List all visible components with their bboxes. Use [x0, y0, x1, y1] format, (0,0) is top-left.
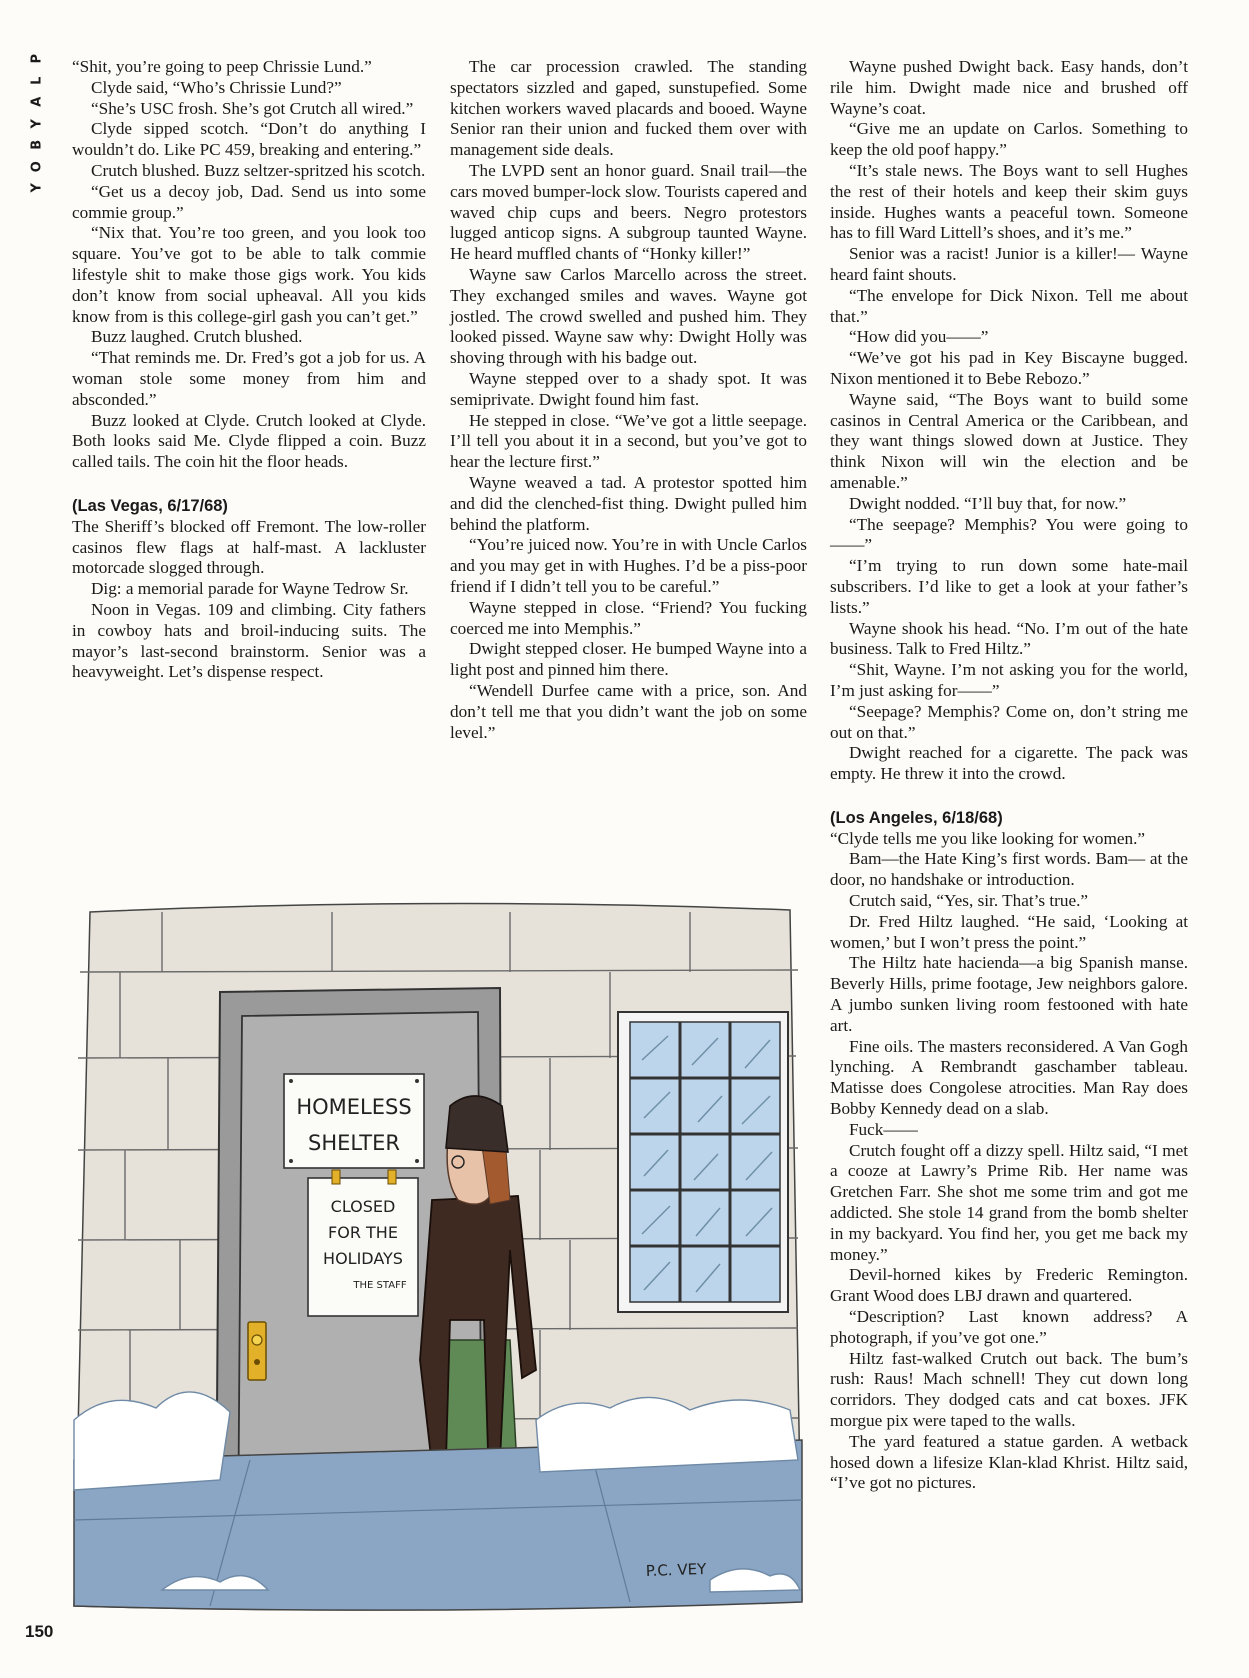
paragraph: Dwight reached for a cigarette. The pack was empty. He threw it into the crowd. — [830, 743, 1188, 784]
paragraph: Crutch blushed. Buzz seltzer-spritzed his scotch. — [91, 160, 426, 180]
paragraph: “Shit, Wayne. I’m not asking you for the world, I’m just asking for——” — [830, 660, 1188, 700]
logo-letter: L — [29, 76, 45, 85]
text-column-1 — [72, 57, 426, 683]
door-plate — [248, 1322, 266, 1380]
paragraph: “Seepage? Memphis? Come on, don’t string me out on that.” — [830, 701, 1188, 742]
section-dateline: (Los Angeles, 6/18/68) — [830, 808, 1003, 827]
logo-letter: O — [29, 160, 45, 172]
paragraph: “That reminds me. Dr. Fred’s got a job for us. A woman stole some money from him and absconded.” — [72, 348, 426, 409]
paragraph: “The envelope for Dick Nixon. Tell me about that.” — [830, 285, 1188, 326]
cartoon-drawing — [70, 900, 806, 1626]
paragraph: Crutch said, “Yes, sir. That’s true.” — [849, 891, 1089, 911]
paragraph: Wayne pushed Dwight back. Easy hands, don’t rile him. Dwight made nice and brushed off Wayne’s coat. — [830, 57, 1188, 118]
logo-letter: B — [29, 139, 45, 150]
sign-text-line2: SHELTER — [308, 1131, 400, 1155]
logo-letter: Y — [29, 183, 45, 193]
keyhole-icon — [254, 1359, 260, 1365]
paragraph: “I’m trying to run down some hate-mail subscribers. I’d like to get a look at your father’s lists.” — [830, 556, 1188, 617]
paragraph: Wayne shook his head. “No. I’m out of the hate business. Talk to Fred Hiltz.” — [830, 618, 1188, 659]
paragraph: Crutch fought off a dizzy spell. Hiltz said, “I met a cooze at Lawry’s Prime Rib. Her name was Gretchen Farr. She shot me some trim and got me addicted. She stole 14 grand from the bomb shelter in my backyard. You find her, you get me back my money.” — [830, 1140, 1188, 1264]
paragraph: The LVPD sent an honor guard. Snail trail—the cars moved bumper-lock slow. Tourists capered and waved chip cups and beers. Negro protestors lugged anticop signs. A subgroup taunted Wayne. He heard muffled chants of “Honky killer!” — [450, 160, 807, 264]
note-text-line2: FOR THE — [328, 1223, 398, 1242]
logo-letter: P — [29, 53, 45, 64]
logo-letter: Y — [29, 118, 45, 128]
paragraph: Wayne stepped in close. “Friend? You fucking coerced me into Memphis.” — [450, 597, 807, 638]
note-text-line3: HOLIDAYS — [323, 1249, 403, 1268]
paragraph: Fuck—— — [849, 1119, 918, 1139]
paragraph: “She’s USC frosh. She’s got Crutch all wired.” — [91, 98, 414, 118]
note-text-line1: CLOSED — [330, 1197, 396, 1216]
paragraph: “We’ve got his pad in Key Biscayne bugged. Nixon mentioned it to Bebe Rebozo.” — [830, 348, 1188, 388]
paragraph: Fine oils. The masters reconsidered. A Van Gogh lynching. A Rembrandt gaschamber tableau. Matisse does Congolese atrocities. Man Ray does Bobby Kennedy dead on a slab. — [830, 1036, 1188, 1119]
paragraph: Buzz laughed. Crutch blushed. — [91, 327, 303, 347]
paragraph: Dig: a memorial parade for Wayne Tedrow Sr. — [91, 579, 409, 599]
paragraph: “The seepage? Memphis? You were going to——” — [830, 514, 1188, 555]
paragraph: Dr. Fred Hiltz laughed. “He said, ‘Looking at women,’ but I won’t press the point.” — [830, 911, 1188, 952]
paragraph: The Hiltz hate hacienda—a big Spanish manse. Beverly Hills, prime footage, Jew neighbors galore. A jumbo sunken living room festooned with hate art. — [830, 953, 1188, 1035]
window — [618, 1012, 788, 1312]
closed-note — [308, 1170, 418, 1316]
sign-text-line1: HOMELESS — [296, 1095, 412, 1119]
paragraph: Wayne stepped over to a shady spot. It was semiprivate. Dwight found him fast. — [450, 368, 807, 409]
paragraph: The Sheriff’s blocked off Fremont. The low-roller casinos flew flags at half-mast. A lackluster motorcade slogged through. — [72, 516, 426, 578]
paragraph: Clyde said, “Who’s Chrissie Lund?” — [91, 77, 342, 97]
paragraph: “Nix that. You’re too green, and you look too square. You’ve got to be able to talk commie lifestyle shit to make those gigs work. You kids don’t know from social upheaval. All you kids know from is this college-girl gash you can’t get.” — [72, 223, 426, 326]
paragraph: Wayne weaved a tad. A protestor spotted him and did the clenched-fist thing. Dwight pulled him behind the platform. — [450, 472, 807, 534]
paragraph: Dwight stepped closer. He bumped Wayne into a light post and pinned him there. — [450, 639, 807, 680]
magazine-sidebar-logo — [27, 48, 47, 199]
note-signoff: THE STAFF — [353, 1280, 407, 1291]
paragraph: “Get us a decoy job, Dad. Send us into some commie group.” — [72, 181, 426, 222]
section-dateline: (Las Vegas, 6/17/68) — [72, 496, 228, 515]
text-column-2 — [450, 57, 807, 743]
paragraph: Wayne said, “The Boys want to build some casinos in Central America or the Caribbean, and they want things slowed down at Justice. They think Nixon will win the election and be amenable.” — [830, 389, 1188, 492]
text-column-3 — [830, 57, 1188, 1494]
paragraph: “You’re juiced now. You’re in with Uncle Carlos and you may get in with Hughes. I’d be a piss-poor friend if I didn’t tell you to be careful.” — [450, 535, 807, 596]
door-knob — [252, 1335, 262, 1345]
paragraph: “Shit, you’re going to peep Chrissie Lund.” — [72, 57, 372, 76]
paragraph: Buzz looked at Clyde. Crutch looked at Clyde. Both looks said Me. Clyde flipped a coin. Buzz called tails. The coin hit the floor heads. — [72, 410, 426, 472]
paragraph: “Description? Last known address? A photograph, if you’ve got one.” — [830, 1307, 1188, 1347]
paragraph: The yard featured a statue garden. A wetback hosed down a lifesize Klan-klad Khrist. Hiltz said, “I’ve got no pictures. — [830, 1431, 1188, 1493]
paragraph: Hiltz fast-walked Crutch out back. The bum’s rush: Raus! Mach schnell! They cut down long corridors. They dodged cats and cat boxes. JFK morgue pix were taped to the walls. — [830, 1348, 1188, 1430]
paragraph: Noon in Vegas. 109 and climbing. City fathers in cowboy hats and broil-inducing suits. The mayor’s last-second brainstorm. Senior was a heavyweight. Let’s dispense respect. — [72, 599, 426, 682]
paragraph: “How did you——” — [849, 327, 989, 347]
paragraph: “Wendell Durfee came with a price, son. And don’t tell me that you didn’t want the job on some level.” — [450, 680, 807, 742]
paragraph: Devil-horned kikes by Frederic Remington. Grant Wood does LBJ drawn and quartered. — [830, 1265, 1188, 1306]
shelter-sign — [284, 1074, 424, 1168]
paragraph: Bam—the Hate King’s first words. Bam— at the door, no handshake or introduction. — [830, 849, 1188, 890]
paragraph: Dwight nodded. “I’ll buy that, for now.” — [849, 493, 1127, 513]
paragraph: He stepped in close. “We’ve got a little seepage. I’ll tell you about it in a second, but you’ve got to hear the lecture first.” — [450, 410, 807, 472]
page-number: 150 — [25, 1622, 54, 1641]
cartoon-illustration — [70, 900, 806, 1626]
paragraph: Senior was a racist! Junior is a killer!— Wayne heard faint shouts. — [830, 244, 1188, 284]
logo-letter: A — [29, 96, 45, 107]
paragraph: The car procession crawled. The standing spectators sizzled and gaped, sunstupefied. Some kitchen workers waved placards and booed. Wayne Senior ran their union and fucked them over with management side deals. — [450, 57, 807, 160]
artist-signature: P.C. VEY — [645, 1559, 707, 1580]
paragraph: Clyde sipped scotch. “Don’t do anything I wouldn’t do. Like PC 459, breaking and entering.” — [72, 119, 426, 160]
paragraph: Wayne saw Carlos Marcello across the street. They exchanged smiles and waves. Wayne got jostled. The crowd swelled and pushed him. They looked pissed. Wayne saw why: Dwight Holly was shoving through with his badge out. — [450, 264, 807, 368]
paragraph: “Clyde tells me you like looking for women.” — [830, 828, 1146, 848]
paragraph: “It’s stale news. The Boys want to sell Hughes the rest of their hotels and keep their skim guys inside. Hughes wants a peaceful town. Someone has to fill Ward Littell’s shoes, and it’s me.” — [830, 160, 1188, 243]
paragraph: “Give me an update on Carlos. Something to keep the old poof happy.” — [830, 119, 1188, 160]
